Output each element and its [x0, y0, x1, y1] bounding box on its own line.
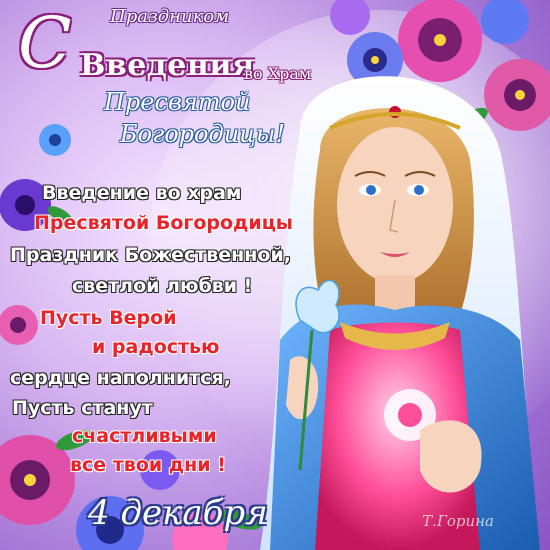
- title-prazdnikom: Праздником: [110, 6, 230, 27]
- verse-line: счастливыми: [72, 425, 217, 447]
- title-vvedeniya: Введения: [80, 48, 255, 83]
- date-label: 4 декабря: [88, 493, 268, 533]
- verse-line: Праздник Божественной,: [10, 244, 292, 266]
- artist-signature: Т.Горина: [422, 512, 494, 530]
- virgin-mary-figure: [260, 76, 540, 550]
- verse-line: и радостью: [92, 336, 220, 358]
- verse-line: Пусть Верой: [40, 307, 177, 329]
- title-initial-letter: С: [18, 2, 72, 84]
- verse-line: сердце наполнится,: [10, 367, 231, 389]
- title-vo-hram: во Храм: [244, 64, 312, 83]
- verse-line: все твои дни !: [70, 454, 226, 476]
- title-presvyatoy: Пресвятой: [104, 88, 251, 116]
- verse-line: Пусть станут: [12, 397, 153, 419]
- verse-line: светлой любви !: [72, 275, 253, 297]
- title-bogoroditsy: Богородицы!: [120, 120, 286, 148]
- verse-line: Введение во храм: [42, 182, 242, 204]
- verse-line: Пресвятой Богородицы: [34, 212, 293, 234]
